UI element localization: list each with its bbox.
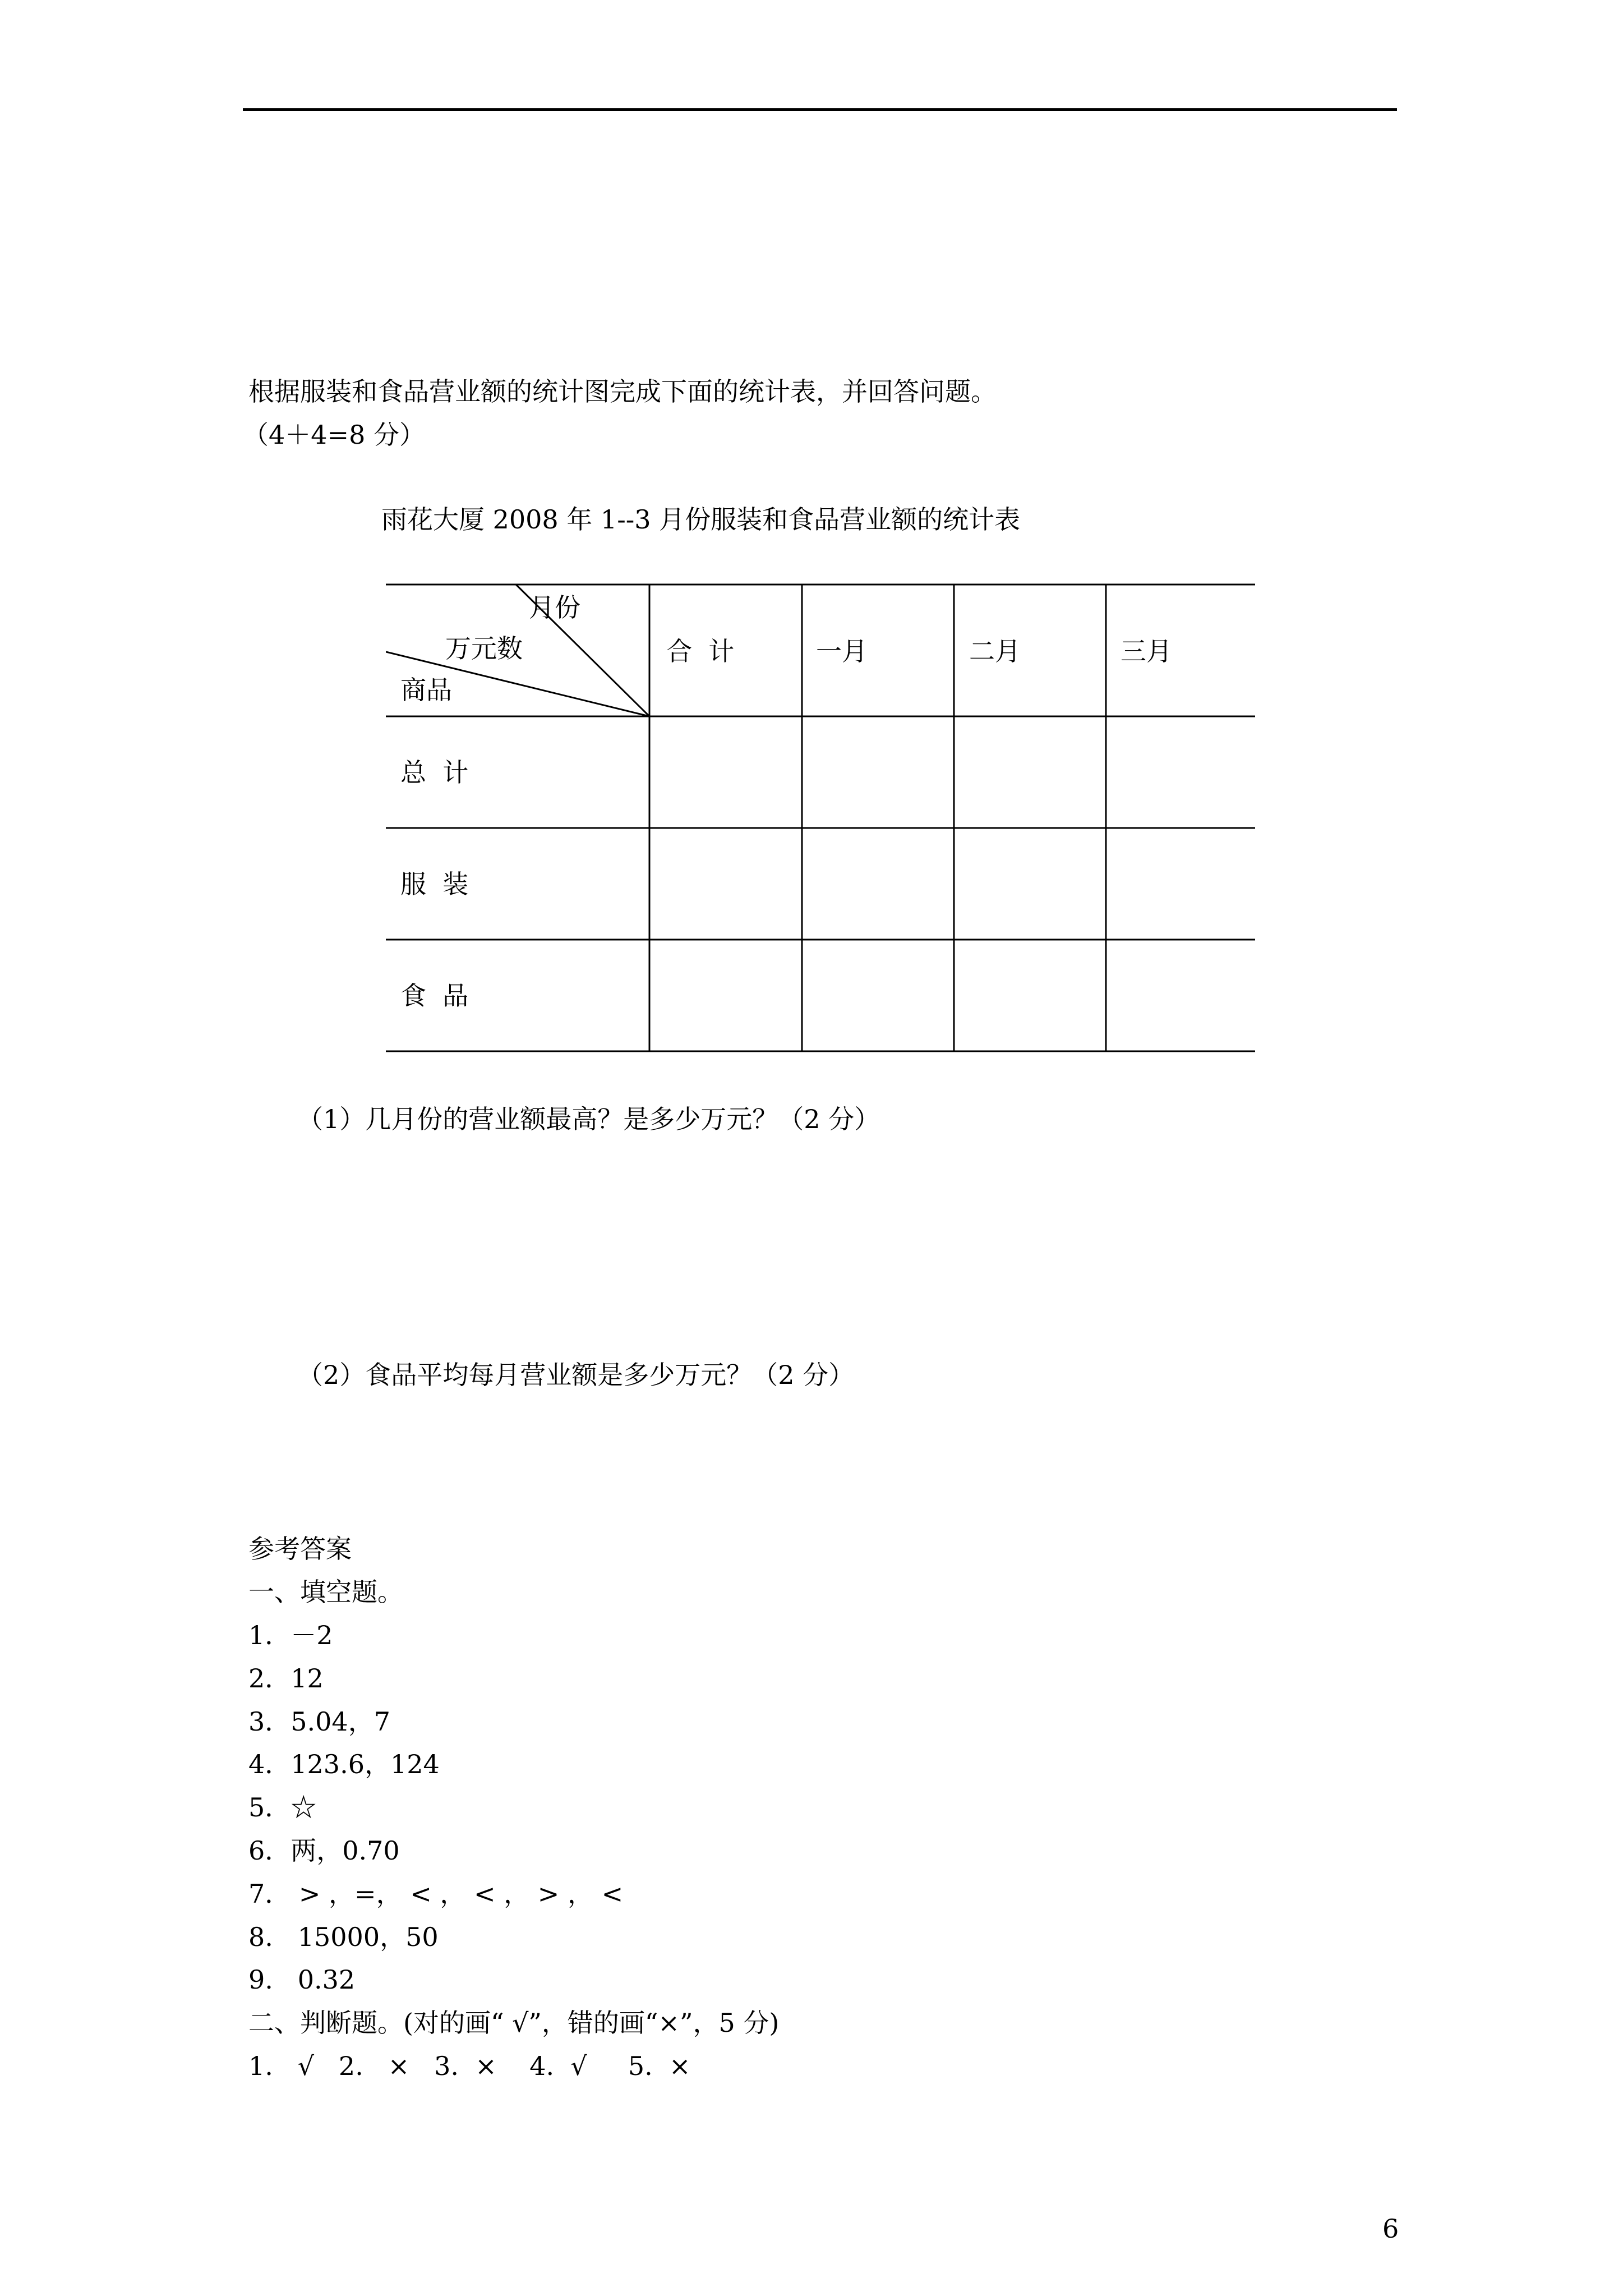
diag-item-label: 商品 <box>400 675 452 705</box>
answer-item: 5．☆ <box>248 1792 317 1823</box>
answer-item: 6．两，0.70 <box>248 1835 400 1866</box>
diag-unit-label: 万元数 <box>445 633 523 664</box>
answer-item: 8. 15000，50 <box>248 1922 439 1952</box>
answers-section-2: 二、判断题。(对的画“ √”，错的画“×”，5 分) <box>248 2008 780 2038</box>
intro-line-2: （4＋4=8 分） <box>243 420 425 450</box>
answer-item: 1．－2 <box>248 1620 333 1650</box>
col-header-jan: 一月 <box>816 636 868 666</box>
row-header-total: 总 计 <box>400 757 469 788</box>
table-title: 雨花大厦 2008 年 1--3 月份服装和食品营业额的统计表 <box>381 504 1021 535</box>
answers-heading: 参考答案 <box>248 1534 352 1564</box>
diag-month-label: 月份 <box>529 592 580 623</box>
answer-item: 4．123.6，124 <box>248 1749 440 1779</box>
col-header-mar: 三月 <box>1121 636 1172 666</box>
row-header-food: 食 品 <box>400 981 469 1011</box>
answer-item: 7． > ，=， < ， < ， > ， < <box>248 1879 624 1909</box>
col-header-total: 合 计 <box>666 636 735 666</box>
col-header-feb: 二月 <box>969 636 1021 666</box>
intro-line-1: 根据服装和食品营业额的统计图完成下面的统计表，并回答问题。 <box>248 376 997 407</box>
answer-item: 3．5.04，7 <box>248 1706 390 1737</box>
question-1: （1）几月份的营业额最高？是多少万元？（2 分） <box>297 1104 880 1134</box>
answer-item: 2．12 <box>248 1663 324 1694</box>
question-2: （2）食品平均每月营业额是多少万元？（2 分） <box>297 1360 855 1390</box>
answer-item: 9. 0.32 <box>248 1964 356 1995</box>
header-rule <box>243 108 1397 111</box>
row-header-clothing: 服 装 <box>400 869 469 899</box>
answers-section-1: 一、填空题。 <box>248 1577 403 1607</box>
statistics-table <box>386 583 1255 1052</box>
page-number: 6 <box>1382 2214 1399 2244</box>
judgement-answers: 1. √ 2. × 3. × 4. √ 5. × <box>248 2051 691 2081</box>
